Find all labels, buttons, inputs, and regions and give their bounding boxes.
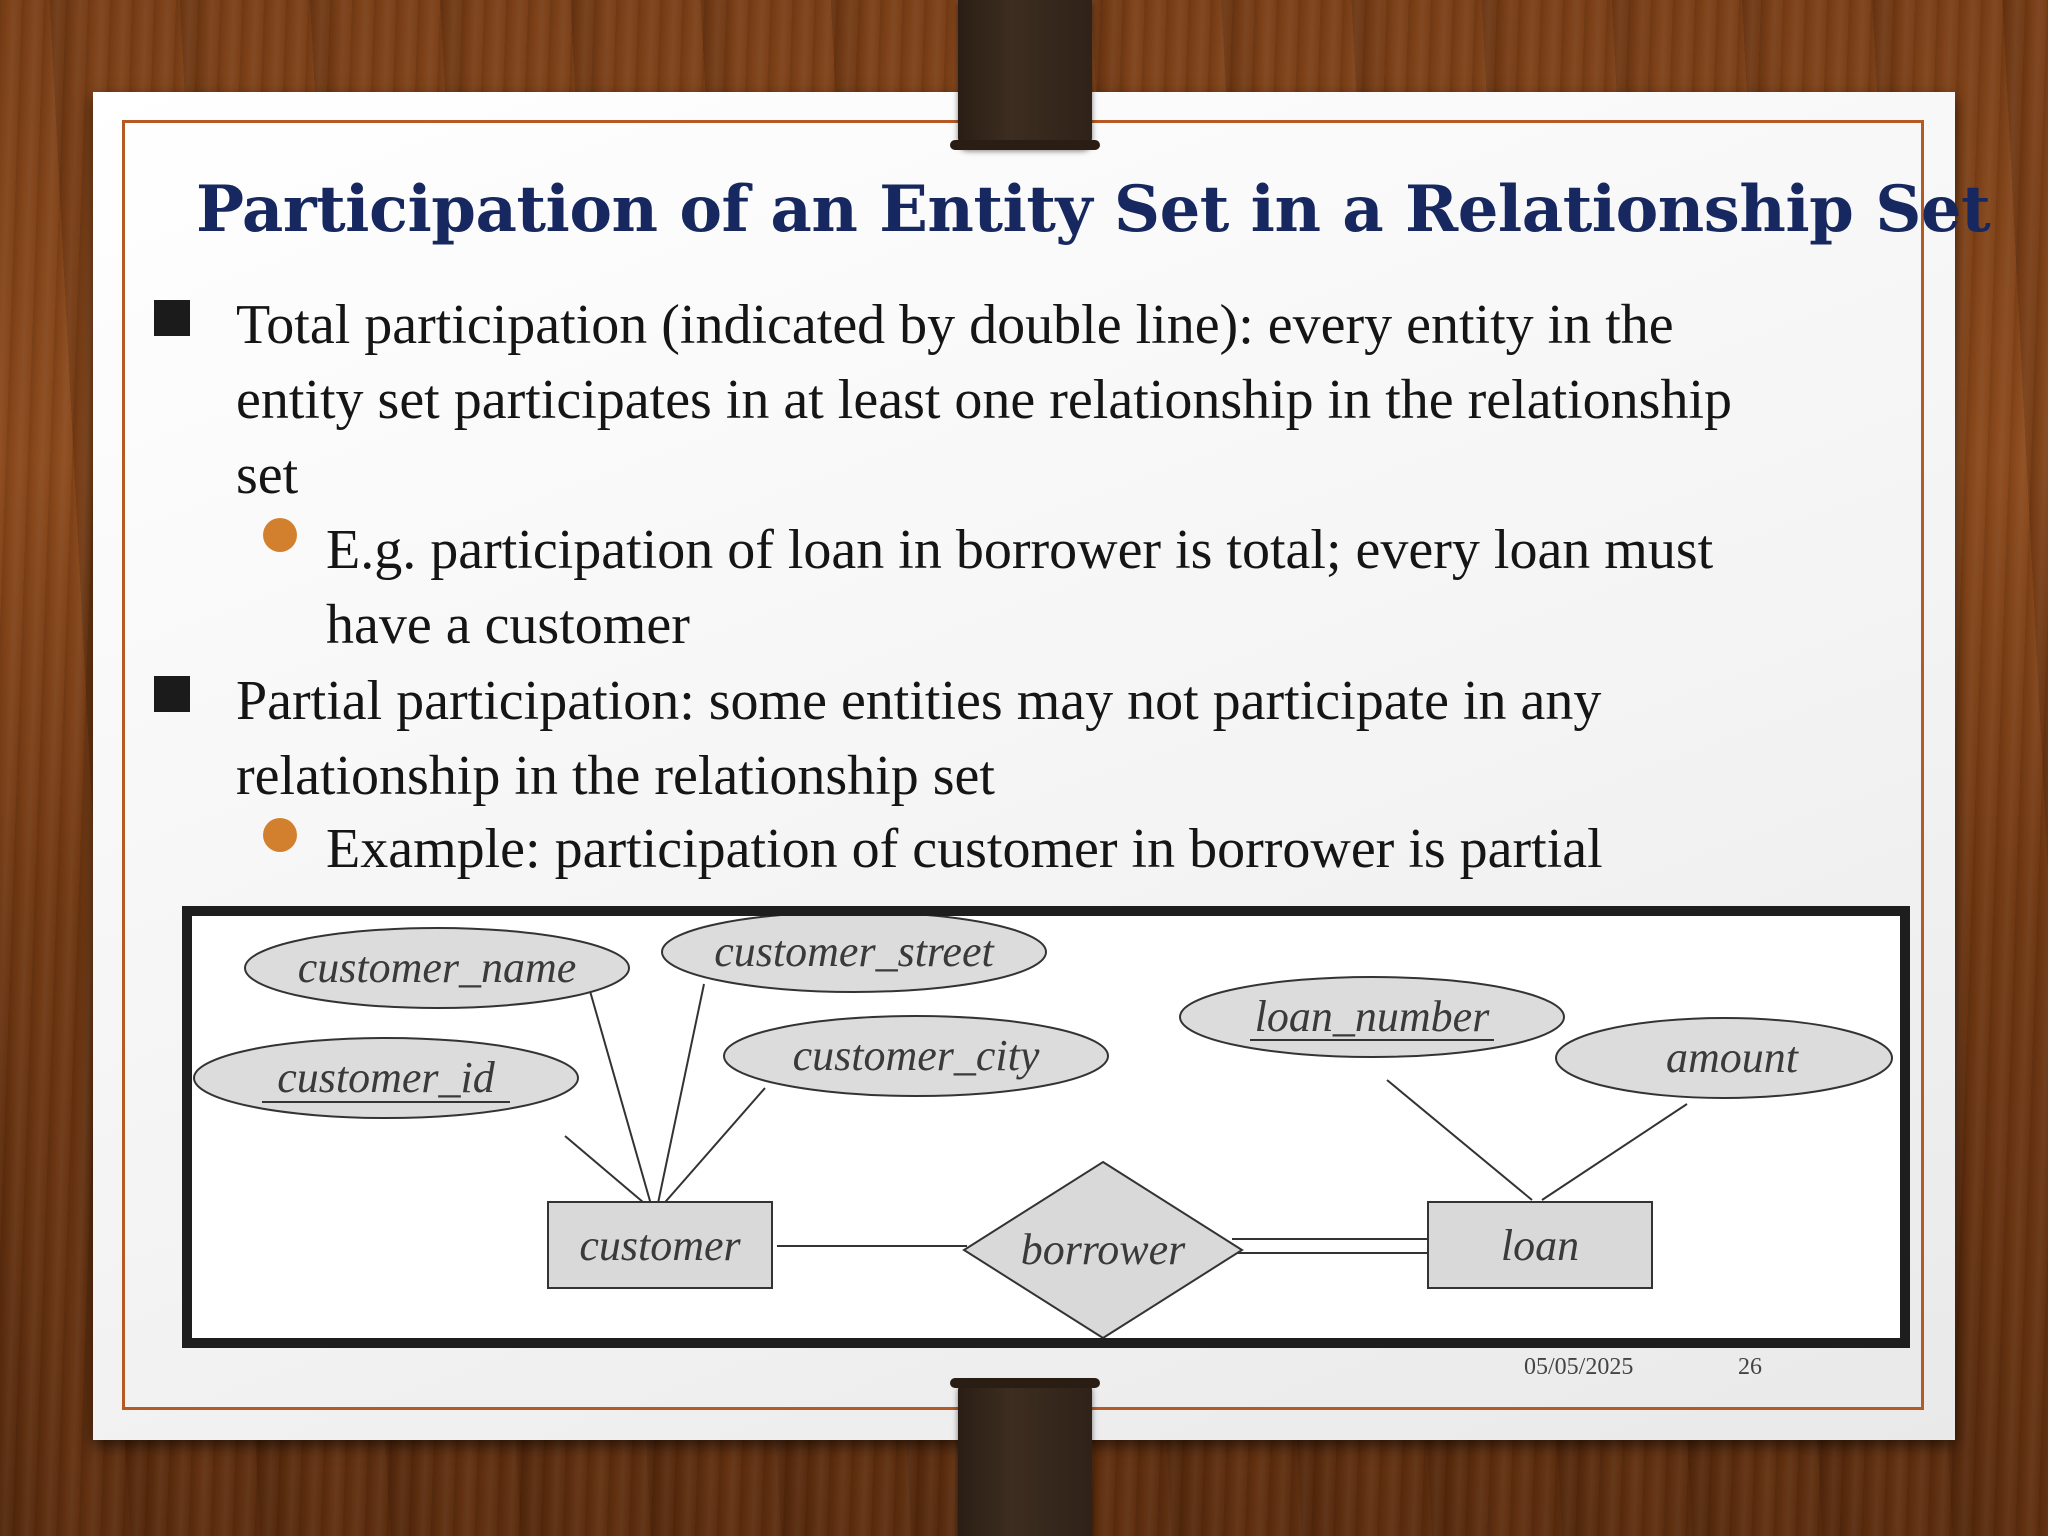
bullet-1-line-2: entity set participates in at least one relationship in the relationship xyxy=(236,369,1733,431)
edge-customer-city xyxy=(660,1088,765,1208)
er-diagram-canvas xyxy=(192,916,1900,1338)
slide-page-number: 26 xyxy=(1738,1354,1762,1380)
relationship-borrower-label: borrower xyxy=(1020,1225,1186,1274)
slide-title: Participation of an Entity Set in a Relationship Set xyxy=(196,172,1991,247)
entity-loan-label: loan xyxy=(1500,1221,1580,1270)
bullet-1-line-1: Total participation (indicated by double line): every entity in the xyxy=(236,294,1674,356)
bullet-1-line-3: set xyxy=(236,444,299,506)
round-bullet-icon xyxy=(263,818,297,852)
attr-customer-street-label: customer_street xyxy=(714,927,994,976)
edge-customer-street xyxy=(657,984,704,1208)
bullet-2-line-2: relationship in the relationship set xyxy=(236,745,995,807)
sub-bullet-2-line-1: Example: participation of customer in borrower is partial xyxy=(326,818,1603,880)
sub-bullet-1-line-2: have a customer xyxy=(326,594,690,656)
attr-amount-label: amount xyxy=(1666,1033,1798,1082)
attr-customer-id-label: customer_id xyxy=(277,1053,495,1102)
bottom-clip-band xyxy=(950,1378,1100,1388)
entity-customer-label: customer xyxy=(579,1221,741,1270)
sub-bullet-1-line-1: E.g. participation of loan in borrower is total; every loan must xyxy=(326,519,1714,581)
square-bullet-icon xyxy=(154,300,190,336)
bullet-2-line-1: Partial participation: some entities may not participate in any xyxy=(236,670,1602,732)
edge-customer-name xyxy=(584,970,652,1208)
er-diagram xyxy=(182,906,1910,1348)
edge-loan-number xyxy=(1387,1080,1532,1200)
edge-amount xyxy=(1542,1104,1687,1200)
top-clip xyxy=(958,0,1092,148)
slide-date: 05/05/2025 xyxy=(1524,1354,1634,1380)
attr-loan-number-label: loan_number xyxy=(1254,992,1490,1041)
bottom-clip xyxy=(958,1380,1092,1536)
edge-customer-id xyxy=(565,1136,650,1208)
round-bullet-icon xyxy=(263,518,297,552)
top-clip-band xyxy=(950,140,1100,150)
attr-customer-name-label: customer_name xyxy=(297,943,577,992)
attr-customer-city-label: customer_city xyxy=(792,1031,1040,1080)
square-bullet-icon xyxy=(154,676,190,712)
